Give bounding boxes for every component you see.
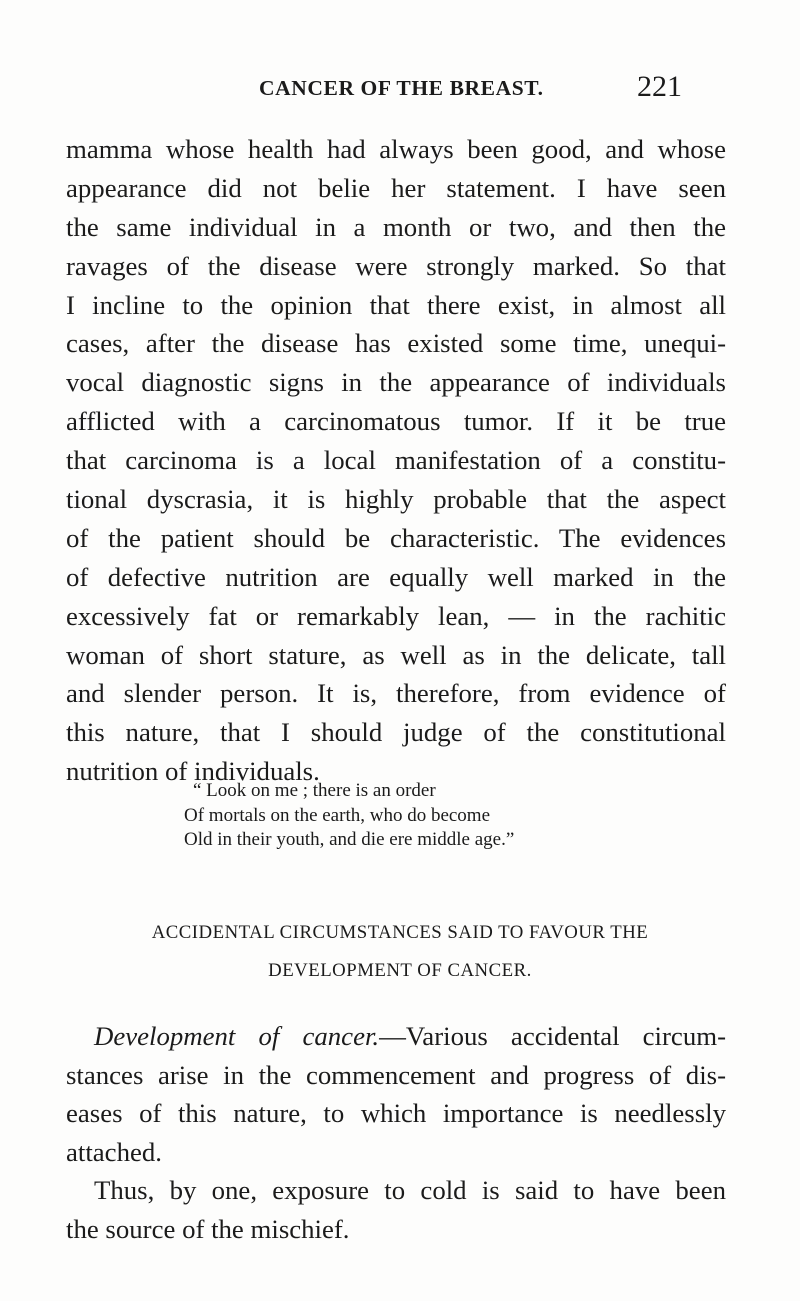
text-line: mamma whose health had always been good, and whose	[66, 134, 726, 164]
text-line: nutrition of individuals.	[66, 756, 320, 787]
paragraph-main	[66, 130, 726, 791]
section-heading: ACCIDENTAL CIRCUMSTANCES SAID TO FAVOUR THE	[151, 922, 649, 943]
text-line-lead	[66, 1017, 726, 1056]
text-line: and slender person. It is, therefore, from evidence of	[66, 678, 726, 709]
section-heading-continued: DEVELOPMENT OF CANCER.	[268, 960, 532, 981]
text-line: ravages of the disease were strongly marked. So that	[66, 250, 726, 281]
text-line: afflicted with a carcinomatous tumor. If it be true	[66, 406, 726, 437]
text-line: excessively fat or remarkably lean, — in the rachitic	[66, 600, 726, 631]
lead-continuation: —Various accidental circum-	[379, 1021, 726, 1051]
verse-line: Of mortals on the earth, who do become	[184, 804, 491, 826]
text-line: this nature, that I should judge of the constitutional	[66, 717, 726, 748]
text-line: cases, after the disease has existed some time, unequi-	[66, 328, 726, 359]
page-number: 221	[637, 70, 682, 103]
text-line: woman of short stature, as well as in the delicate, tall	[66, 639, 726, 670]
text-line: stances arise in the commencement and progress of dis-	[66, 1059, 726, 1090]
paragraph-development	[66, 1017, 726, 1249]
text-line: vocal diagnostic signs in the appearance of individuals	[66, 367, 726, 398]
text-line: eases of this nature, to which importance is needlessly	[66, 1098, 726, 1129]
verse-quotation	[184, 779, 514, 853]
text-line: of defective nutrition are equally well marked in the	[66, 561, 726, 592]
text-line: the source of the mischief.	[66, 1213, 350, 1244]
text-line: that carcinoma is a local manifestation of a constitu-	[66, 445, 726, 476]
text-line: the same individual in a month or two, and then the	[66, 211, 726, 242]
text-line: of the patient should be characteristic. The evidences	[66, 522, 726, 553]
text-line: Thus, by one, exposure to cold is said to have been	[94, 1175, 726, 1206]
text-line: I incline to the opinion that there exist, in almost all	[66, 289, 726, 320]
text-line: appearance did not belie her statement. I have seen	[66, 172, 726, 203]
text-line: attached.	[66, 1136, 162, 1167]
verse-line: Old in their youth, and die ere middle age.”	[184, 829, 515, 850]
text-line: tional dyscrasia, it is highly probable that the aspect	[66, 484, 726, 515]
verse-line: “ Look on me ; there is an order	[193, 780, 436, 801]
italic-lead-heading: Development of cancer.	[94, 1021, 380, 1051]
running-head-title: CANCER OF THE BREAST.	[259, 76, 544, 100]
